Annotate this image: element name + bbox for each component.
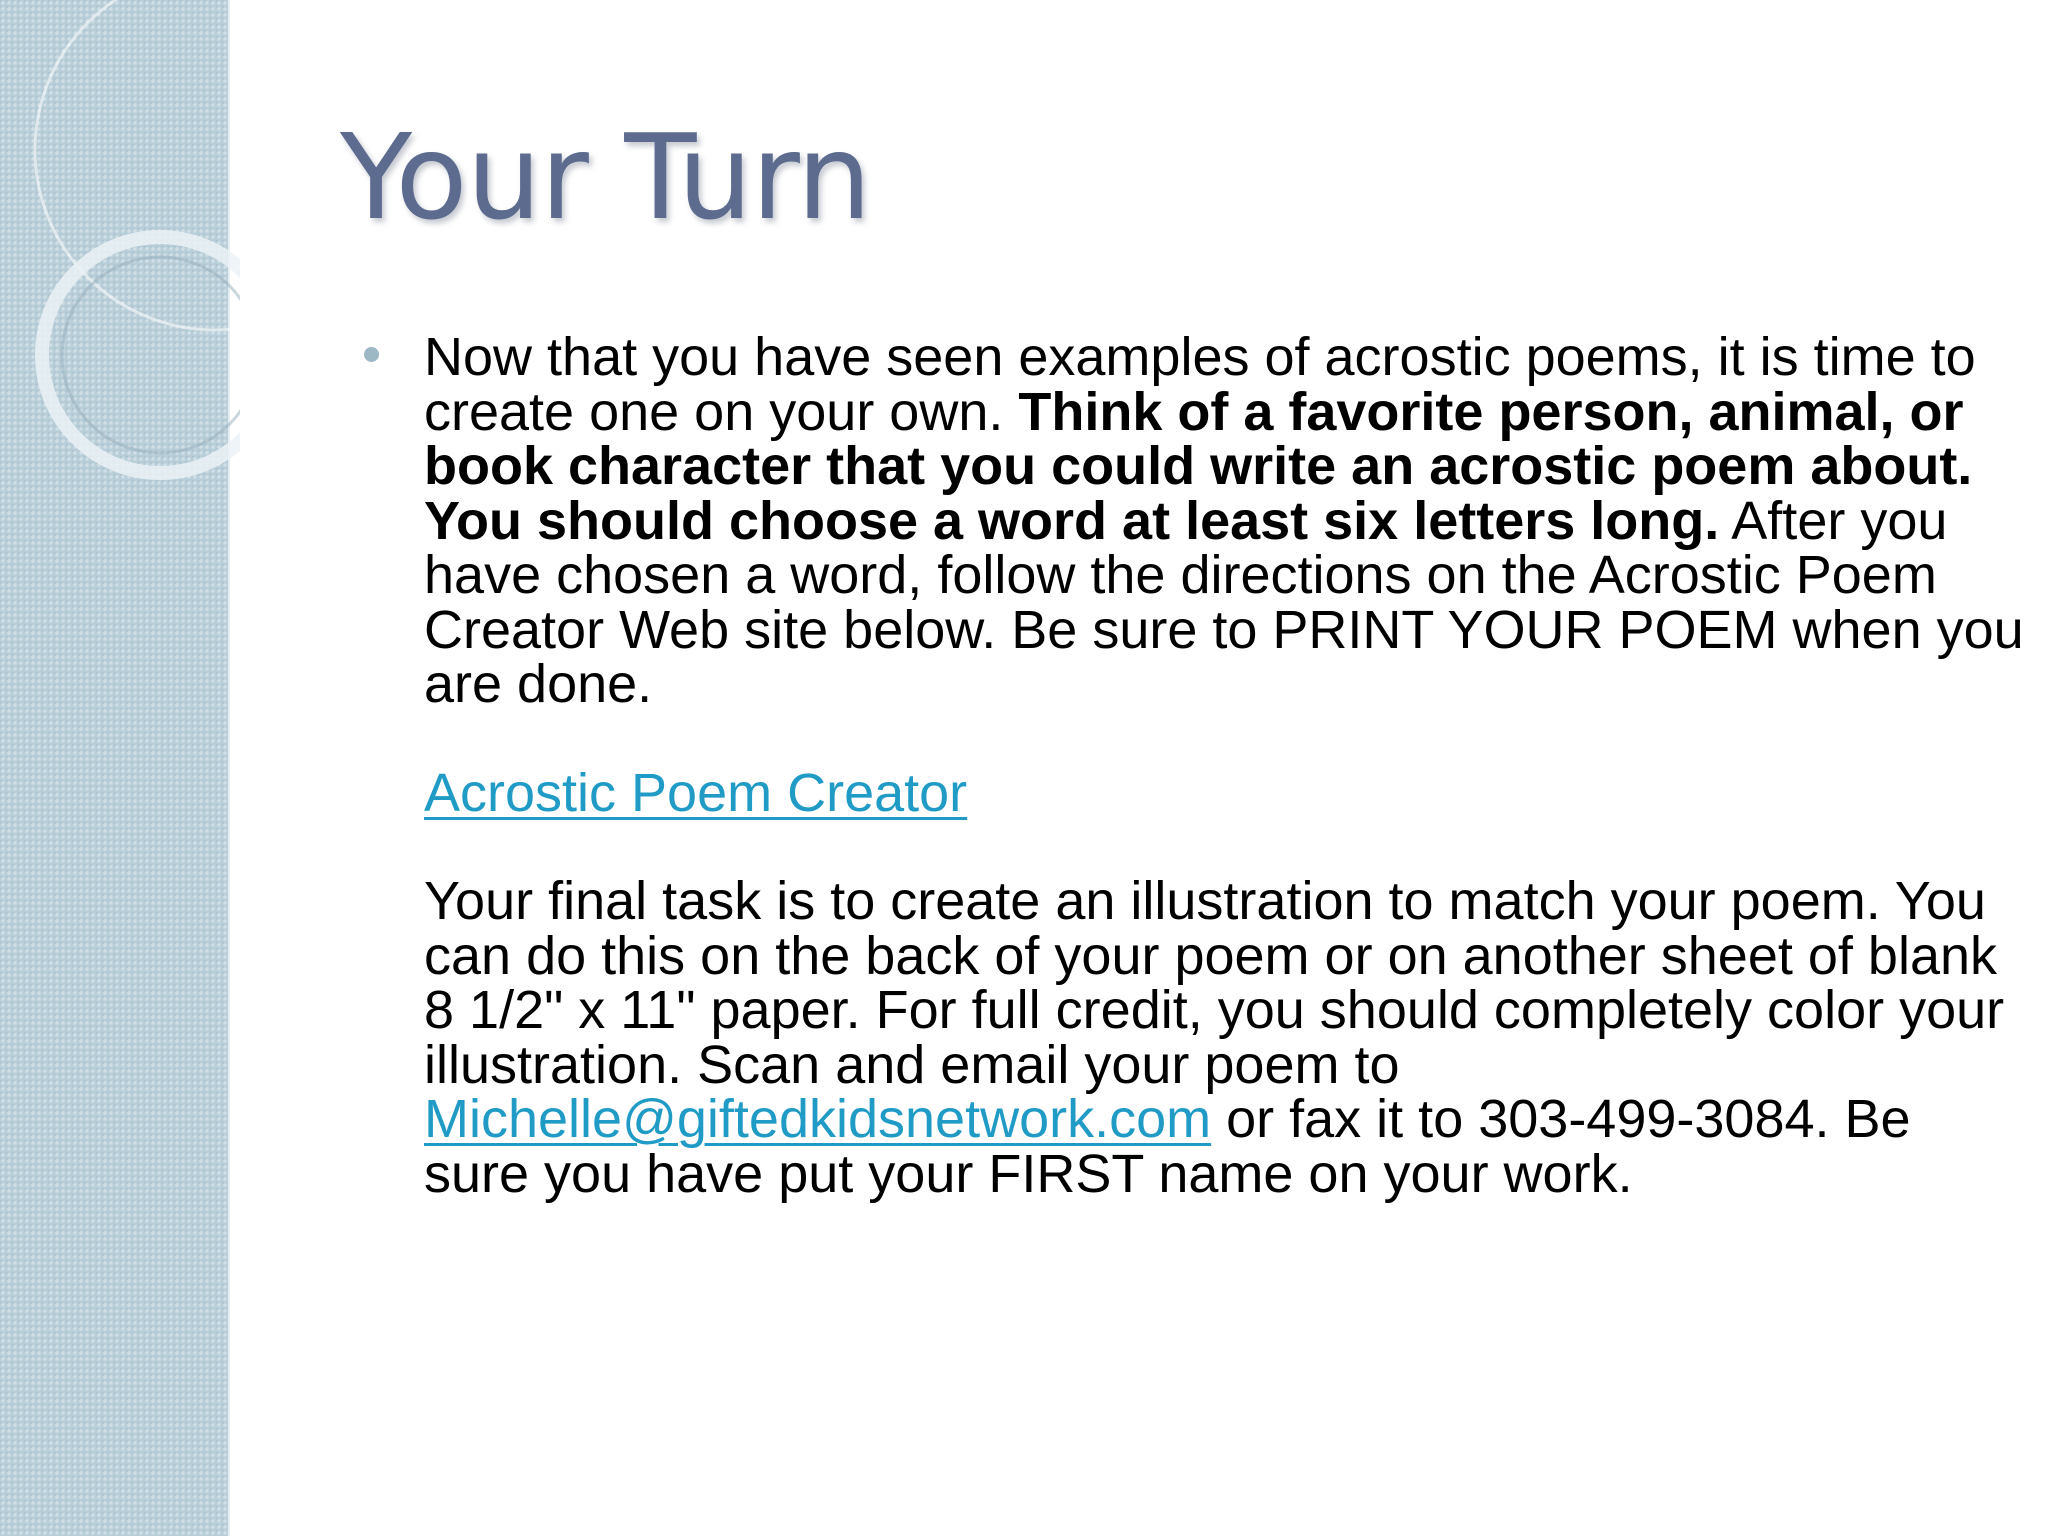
- decorative-side-panel: [0, 0, 230, 1536]
- email-link[interactable]: Michelle@giftedkidsnetwork.com: [424, 1089, 1212, 1149]
- bullet-body: [424, 327, 2024, 1204]
- intro-bold-instructions: Think of a favorite person, animal, or book character that you could write an acrostic poem about. You should choose a word at least six letters long.: [424, 381, 1973, 551]
- thin-inner-ring: [62, 257, 240, 453]
- intro-text-start: Now that you have seen examples of acrostic poems, it is time to create one on your own.: [424, 327, 1976, 442]
- final-task-paragraph: [424, 871, 2024, 1204]
- creator-link-paragraph: [424, 762, 2024, 823]
- final-task-text-end: or fax it to 303-499-3084. Be sure you have put your FIRST name on your work.: [424, 1089, 1911, 1204]
- slide-content: [364, 327, 2024, 1204]
- slide-title: Your Turn: [340, 108, 871, 246]
- acrostic-poem-creator-link[interactable]: Acrostic Poem Creator: [424, 762, 968, 823]
- final-task-text-start: Your final task is to create an illustration to match your poem. You can do this on the back of your poem or on another sheet of blank 8 1/2" x 11" paper. For full credit, you should completely color your illustration. Scan and email your poem to: [424, 871, 2005, 1095]
- spacer: [424, 712, 2024, 766]
- bullet-dot-icon: [364, 347, 379, 362]
- spacer: [424, 820, 2024, 874]
- intro-paragraph: [424, 327, 2024, 714]
- decorative-rings-graphic: [0, 0, 240, 520]
- intro-text-end: After you have chosen a word, follow the directions on the Acrostic Poem Creator Web site below. Be sure to PRINT YOUR POEM when you are done.: [424, 490, 2024, 714]
